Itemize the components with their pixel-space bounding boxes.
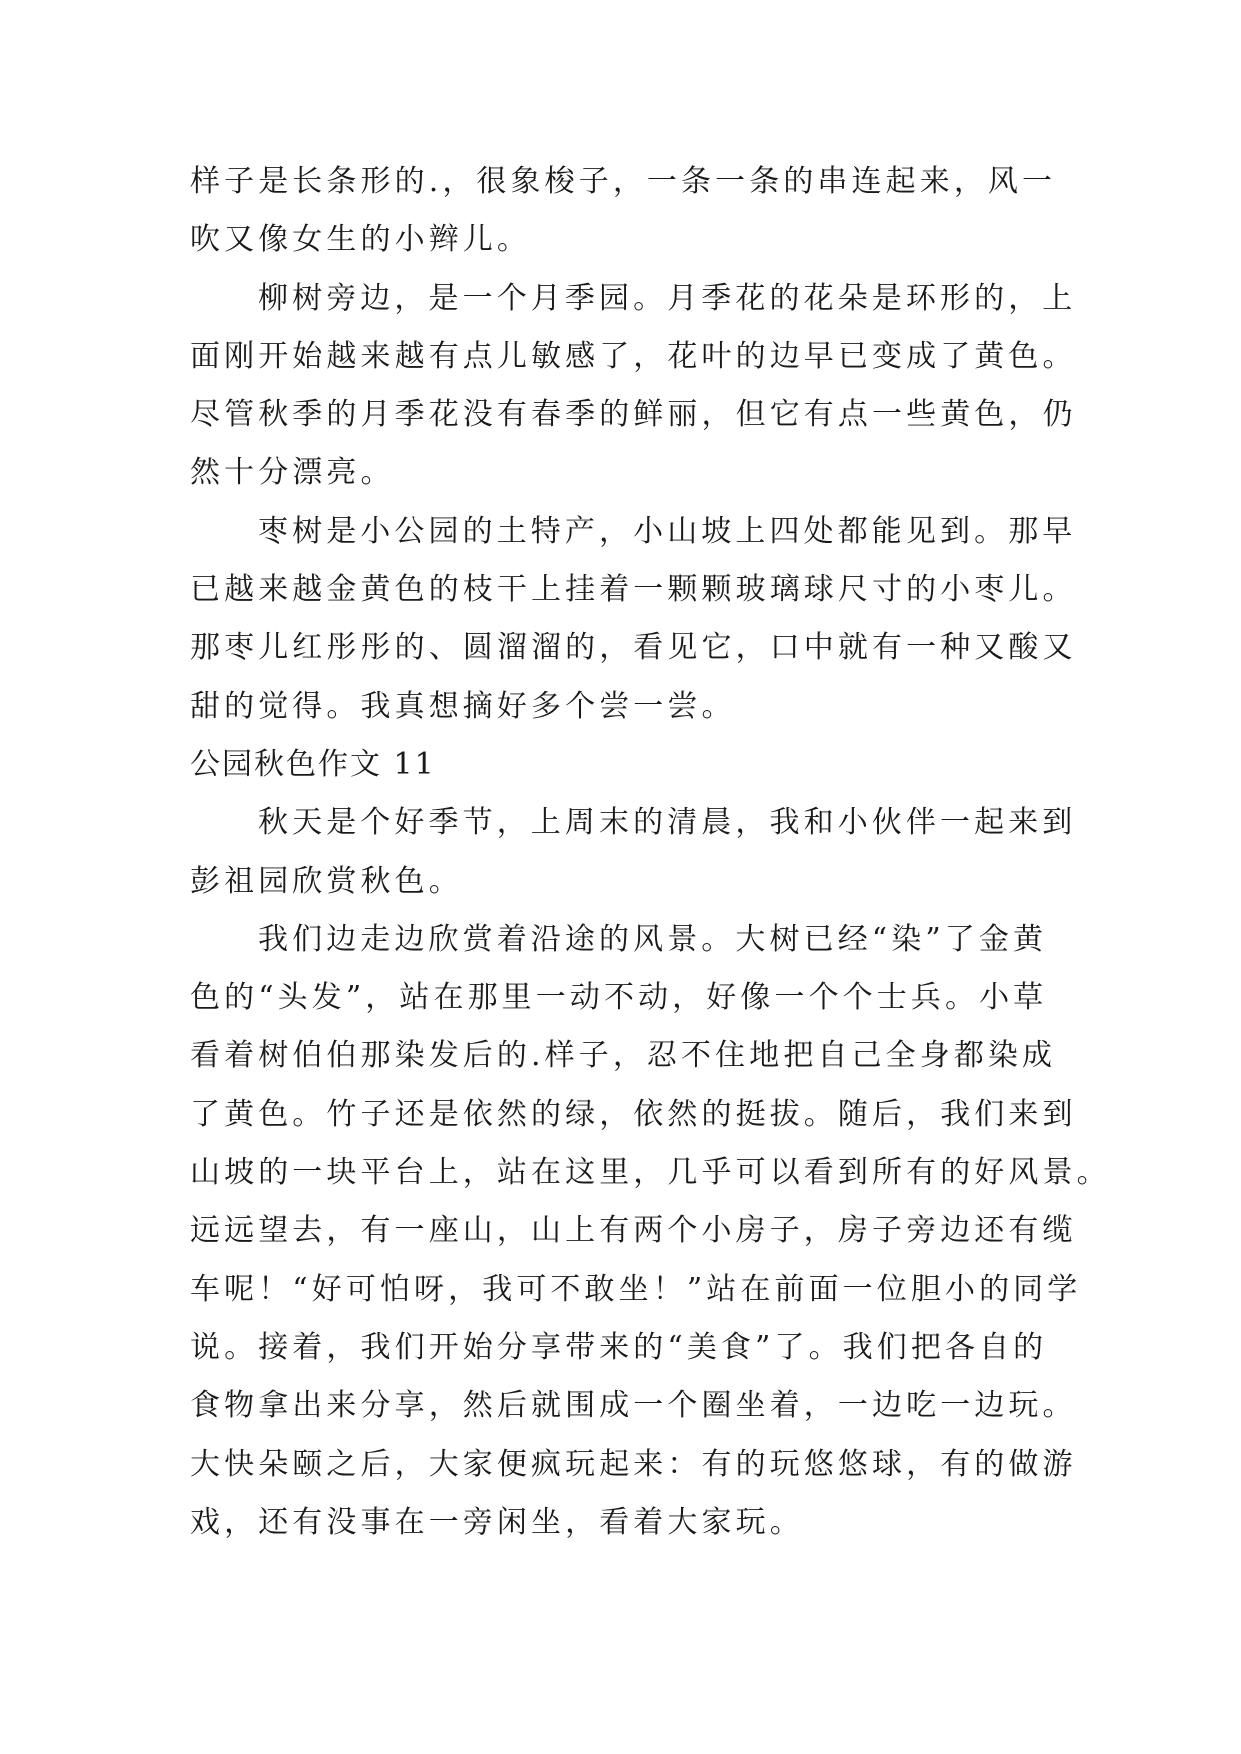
text-line: 大快朵颐之后，大家便疯玩起来：有的玩悠悠球，有的做游 <box>190 1446 1077 1482</box>
text-line: 样子是长条形的.，很象梭子，一条一条的串连起来，风一 <box>190 164 1057 199</box>
paragraph-start-line: 柳树旁边，是一个月季园。月季花的花朵是环形的，上 <box>258 280 1077 316</box>
text-line: 色的“头发”，站在那里一动不动，好像一个个士兵。小草 <box>190 980 1048 1016</box>
text-line: 然十分漂亮。 <box>190 455 395 491</box>
text-line: 那枣儿红彤彤的、圆溜溜的，看见它，口中就有一种又酸又 <box>190 630 1077 666</box>
text-line: 彭祖园欣赏秋色。 <box>190 863 463 899</box>
text-line: 食物拿出来分享，然后就围成一个圈坐着，一边吃一边玩。 <box>190 1388 1077 1424</box>
text-line: 了黄色。竹子还是依然的绿，依然的挺拔。随后，我们来到 <box>190 1096 1077 1132</box>
text-line: 远远望去，有一座山，山上有两个小房子，房子旁边还有缆 <box>190 1213 1077 1249</box>
document-page <box>190 153 1111 1552</box>
paragraph-start-line: 枣树是小公园的土特产，小山坡上四处都能见到。那早 <box>258 513 1077 549</box>
text-line: 车呢！“好可怕呀，我可不敢坐！”站在前面一位胆小的同学 <box>190 1271 1082 1307</box>
text-line: 山坡的一块平台上，站在这里，几乎可以看到所有的好风景。 <box>190 1155 1111 1191</box>
text-line: 看着树伯伯那染发后的.样子，忍不住地把自己全身都染成 <box>190 1038 1057 1074</box>
text-line: 已越来越金黄色的枝干上挂着一颗颗玻璃球尺寸的小枣儿。 <box>190 572 1077 608</box>
text-line: 说。接着，我们开始分享带来的“美食”了。我们把各自的 <box>190 1329 1048 1365</box>
text-line: 吹又像女生的小辫儿。 <box>190 222 531 258</box>
paragraph-start-line: 我们边走边欣赏着沿途的风景。大树已经“染”了金黄 <box>258 921 1048 957</box>
text-line: 戏，还有没事在一旁闲坐，看着大家玩。 <box>190 1504 804 1540</box>
paragraph-start-line: 秋天是个好季节，上周末的清晨，我和小伙伴一起来到 <box>258 805 1077 841</box>
text-line: 面刚开始越来越有点儿敏感了，花叶的边早已变成了黄色。 <box>190 338 1077 374</box>
section-heading: 公园秋色作文 11 <box>190 746 436 782</box>
text-line: 甜的觉得。我真想摘好多个尝一尝。 <box>190 688 736 724</box>
text-line: 尽管秋季的月季花没有春季的鲜丽，但它有点一些黄色，仍 <box>190 397 1077 433</box>
